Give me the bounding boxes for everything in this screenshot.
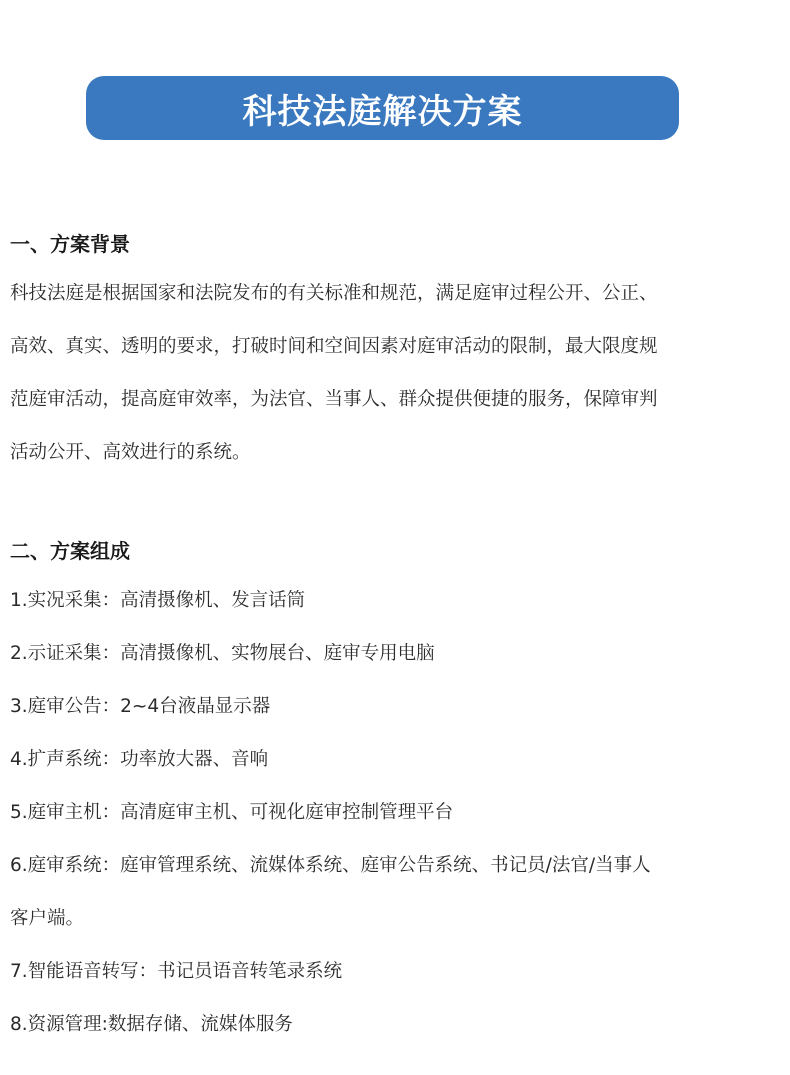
paragraph-line: 范庭审活动，提高庭审效率，为法官、当事人、群众提供便捷的服务，保障审判 [10,389,658,410]
list-item: 1.实况采集：高清摄像机、发言话筒 [10,590,306,611]
paragraph-line: 高效、真实、透明的要求，打破时间和空间因素对庭审活动的限制，最大限度规 [10,336,658,357]
title-banner [86,76,679,140]
paragraph-line: 活动公开、高效进行的系统。 [10,442,251,463]
section-heading-composition: 二、方案组成 [10,539,130,563]
section-background [10,229,782,479]
paragraph-line: 科技法庭是根据国家和法院发布的有关标准和规范，满足庭审过程公开、公正、 [10,283,658,304]
list-item: 7.智能语音转写：书记员语音转笔录系统 [10,961,343,982]
list-item: 4.扩声系统：功率放大器、音响 [10,749,269,770]
section-composition [10,536,782,1051]
list-item: 5.庭审主机：高清庭审主机、可视化庭审控制管理平台 [10,802,454,823]
list-item: 2.示证采集：高清摄像机、实物展台、庭审专用电脑 [10,643,435,664]
list-item: 8.资源管理:数据存储、流媒体服务 [10,1014,293,1035]
page-title: 科技法庭解决方案 [242,91,523,132]
list-item: 3.庭审公告：2~4台液晶显示器 [10,696,271,717]
list-item: 6.庭审系统：庭审管理系统、流媒体系统、庭审公告系统、书记员/法官/当事人 [10,855,651,876]
section-heading-background: 一、方案背景 [10,232,130,256]
list-item: 客户端。 [10,908,85,929]
